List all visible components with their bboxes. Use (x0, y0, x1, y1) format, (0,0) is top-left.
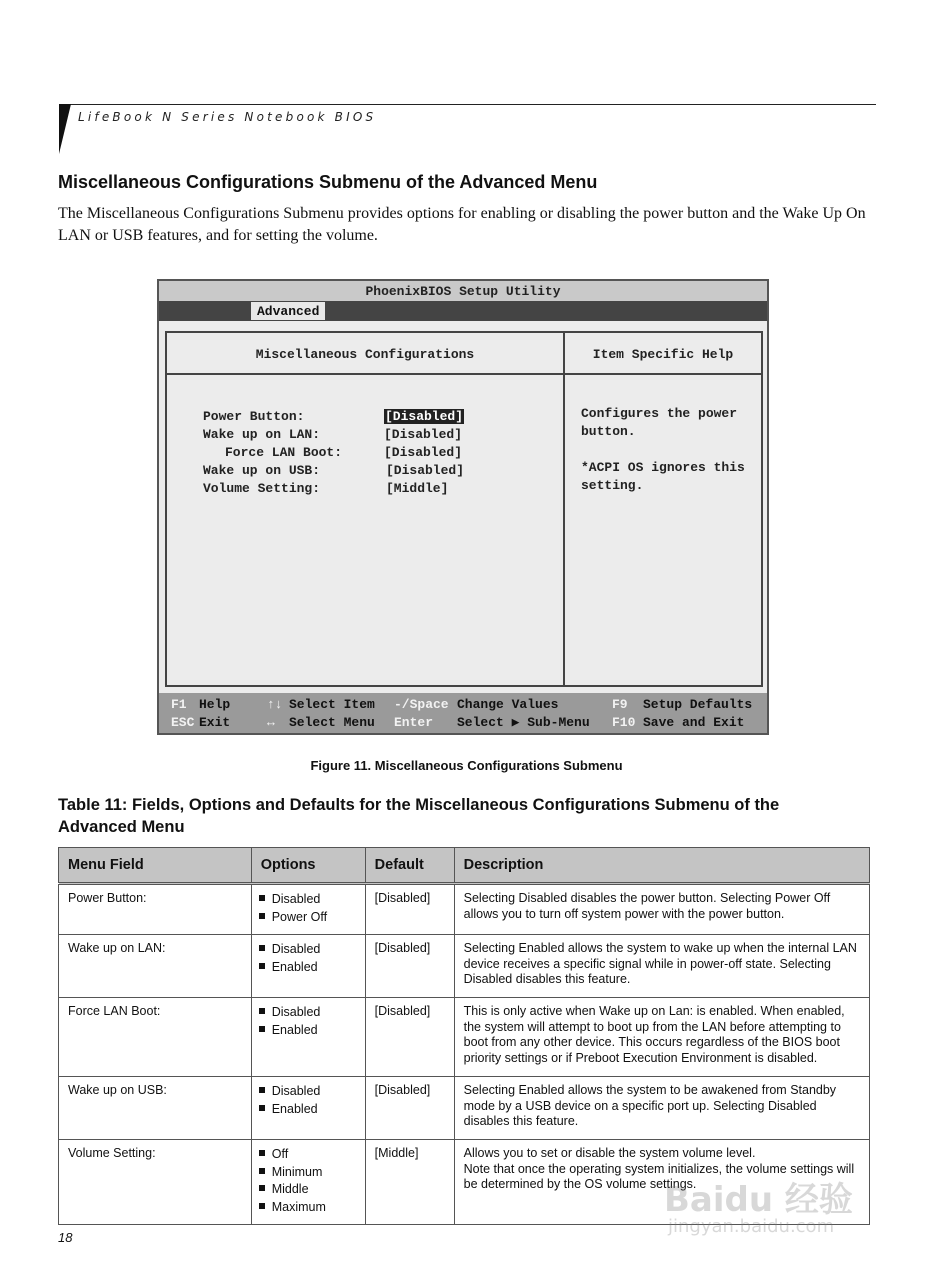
bios-field-force-lan-boot[interactable]: Force LAN Boot: (225, 445, 343, 460)
cell-field: Power Button: (59, 884, 252, 935)
cell-field: Volume Setting: (59, 1140, 252, 1225)
bios-value-wake-lan[interactable]: [Disabled] (384, 427, 463, 442)
intro-paragraph: The Miscellaneous Configurations Submenu provides options for enabling or disabling the power button and the Wake Up On LAN or USB features, and for setting the volume. (58, 205, 866, 244)
bios-divider-vertical (563, 333, 565, 685)
cell-description: Selecting Disabled disables the power button. Selecting Power Off allows you to turn off system power with the power button. (454, 884, 869, 935)
cell-default: [Disabled] (365, 1077, 454, 1140)
option-item: Enabled (259, 1101, 356, 1119)
col-header-options: Options (251, 848, 365, 884)
cell-field: Wake up on LAN: (59, 935, 252, 998)
cell-description: Selecting Enabled allows the system to wake up when the internal LAN device receives a specific signal while in power-off state. Selecting Disabled disables this feature. (454, 935, 869, 998)
watermark-logo: Baidu 经验 (664, 1180, 853, 1220)
cell-default: [Middle] (365, 1140, 454, 1225)
footer-action-exit: Exit (199, 715, 231, 730)
footer-action-save-exit: Save and Exit (643, 715, 745, 730)
footer-key-updown: ↑↓ (267, 697, 283, 712)
option-item: Enabled (259, 1022, 356, 1040)
table-row (59, 884, 870, 935)
tab-advanced[interactable]: Advanced (251, 302, 325, 320)
options-table (58, 847, 870, 1225)
table-title: Table 11: Fields, Options and Defaults for the Miscellaneous Configurations Submenu of the Advanced Menu (58, 796, 780, 836)
help-line: setting. (581, 478, 644, 493)
bios-help-title: Item Specific Help (592, 347, 734, 362)
cell-options (251, 998, 365, 1077)
header-wedge (59, 104, 71, 154)
footer-action-select-menu: Select Menu (289, 715, 375, 730)
bios-value-volume[interactable]: [Middle] (386, 481, 449, 496)
figure-caption: Figure 11. Miscellaneous Configurations Submenu (310, 758, 623, 773)
table-row (59, 1077, 870, 1140)
cell-options (251, 935, 365, 998)
col-header-default: Default (365, 848, 454, 884)
footer-key-esc: ESC (171, 715, 195, 730)
table-row (59, 935, 870, 998)
bios-screen (157, 279, 769, 735)
col-header-menu-field: Menu Field (59, 848, 252, 884)
description-note: Note that once the operating system initializes, the volume settings will be determined by the OS volume settings. (463, 1161, 855, 1191)
table-row (59, 998, 870, 1077)
description-text: Allows you to set or disable the system volume level. (463, 1146, 756, 1160)
footer-key-f10: F10 (612, 715, 636, 730)
watermark-url: jingyan.baidu.com (668, 1216, 835, 1237)
footer-action-select-item: Select Item (289, 697, 375, 712)
footer-action-sub-menu: Select ▶ Sub-Menu (457, 715, 590, 730)
option-item: Off (259, 1146, 356, 1164)
help-line: Configures the power (581, 406, 738, 421)
option-item: Minimum (259, 1164, 356, 1182)
footer-action-help: Help (199, 697, 231, 712)
bios-value-force-lan-boot[interactable]: [Disabled] (384, 445, 463, 460)
cell-default: [Disabled] (365, 935, 454, 998)
option-item: Disabled (259, 1083, 356, 1101)
bios-menubar (159, 301, 767, 321)
bios-title: PhoenixBIOS Setup Utility (159, 281, 767, 301)
table-header-row (59, 848, 870, 884)
footer-key-f9: F9 (612, 697, 628, 712)
bios-field-wake-usb[interactable]: Wake up on USB: (203, 463, 321, 478)
bios-frame (165, 331, 763, 687)
cell-description: This is only active when Wake up on Lan: is enabled. When enabled, the system will attempt to boot up from the LAN before attempting to boot from any other device. This occurs regardless of the BIOS boot priority settings or if Preboot Execution Environment is disabled. (454, 998, 869, 1077)
section-title: Miscellaneous Configurations Submenu of the Advanced Menu (58, 172, 598, 192)
option-item: Disabled (259, 1004, 356, 1022)
option-item: Middle (259, 1181, 356, 1199)
option-item: Enabled (259, 959, 356, 977)
bios-value-wake-usb[interactable]: [Disabled] (386, 463, 465, 478)
bios-field-wake-lan[interactable]: Wake up on LAN: (203, 427, 321, 442)
cell-field: Wake up on USB: (59, 1077, 252, 1140)
cell-default: [Disabled] (365, 998, 454, 1077)
footer-key-space: -/Space (394, 697, 449, 712)
cell-field: Force LAN Boot: (59, 998, 252, 1077)
cell-options (251, 1077, 365, 1140)
bios-footer (159, 693, 767, 733)
cell-default: [Disabled] (365, 884, 454, 935)
bios-help-text (581, 405, 761, 495)
help-line: *ACPI OS ignores this (581, 460, 745, 475)
footer-key-enter: Enter (394, 715, 434, 730)
bios-value-power-button[interactable]: [Disabled] (385, 409, 464, 424)
help-line: button. (581, 424, 636, 439)
footer-key-leftright: ↔ (267, 715, 275, 730)
footer-action-setup-defaults: Setup Defaults (643, 697, 753, 712)
col-header-description: Description (454, 848, 869, 884)
running-header: LifeBook N Series Notebook BIOS (78, 110, 377, 124)
page-number: 18 (58, 1230, 73, 1245)
footer-key-f1: F1 (171, 697, 187, 712)
footer-action-change-values: Change Values (457, 697, 559, 712)
option-item: Disabled (259, 941, 356, 959)
option-item: Disabled (259, 891, 356, 909)
cell-options (251, 884, 365, 935)
bios-divider-horizontal (167, 373, 761, 375)
bios-field-power-button[interactable]: Power Button: (203, 409, 305, 424)
cell-description: Selecting Enabled allows the system to be awakened from Standby mode by a USB device on a specific port up. Selecting Disabled disables this feature. (454, 1077, 869, 1140)
option-item: Maximum (259, 1199, 356, 1217)
bios-panel-title: Miscellaneous Configurations (255, 347, 475, 362)
bios-field-volume[interactable]: Volume Setting: (203, 481, 321, 496)
option-item: Power Off (259, 909, 356, 927)
header-rule (60, 104, 876, 105)
watermark (660, 1172, 880, 1242)
cell-options (251, 1140, 365, 1225)
